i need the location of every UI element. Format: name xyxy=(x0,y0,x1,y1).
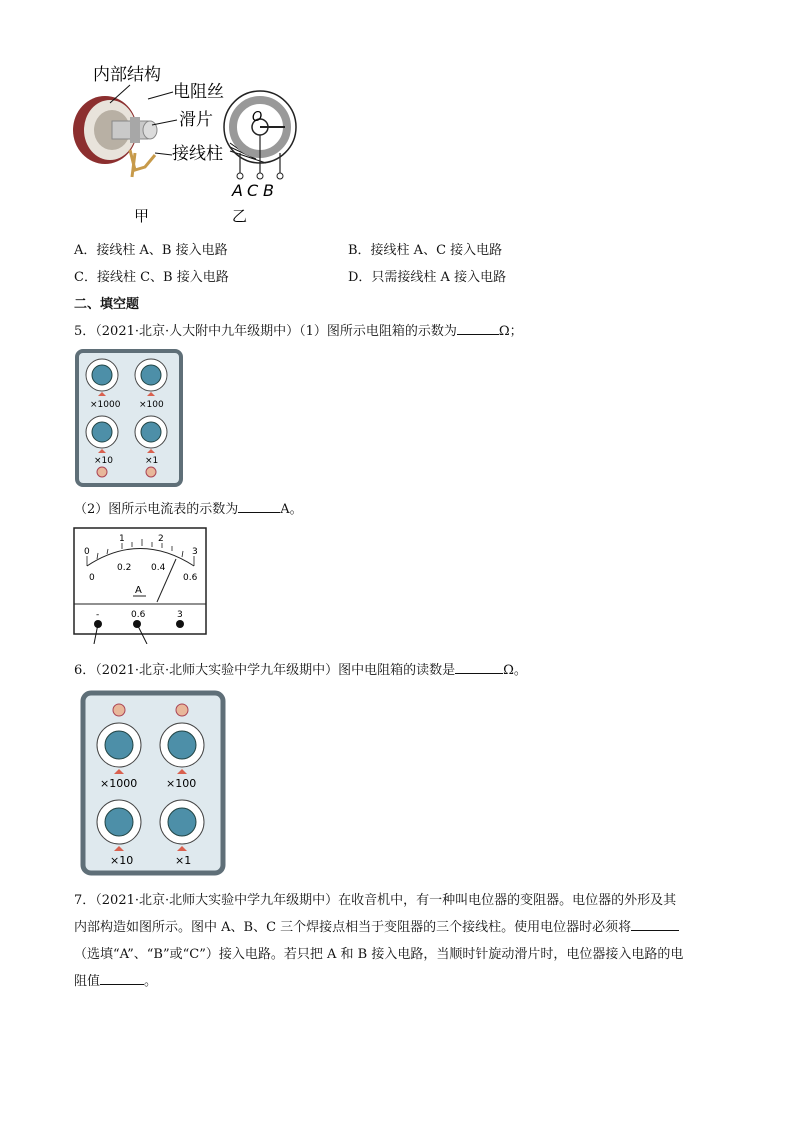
q5-line1-suffix: Ω； xyxy=(498,324,523,339)
terminal-06: 0.6 xyxy=(131,610,146,620)
mult-2-x1: ×1 xyxy=(175,854,192,867)
mult-2-x1000: ×1000 xyxy=(100,777,138,790)
bottom-scale-04: 0.4 xyxy=(151,563,166,573)
mult-1-x1000: ×1000 xyxy=(90,400,121,410)
potentiometer-figure xyxy=(60,55,320,230)
mult-2-x100: ×100 xyxy=(166,777,197,790)
ammeter xyxy=(72,526,212,648)
q5-line1 xyxy=(74,320,523,339)
q6-text: 6．（2021·北京·北师大实验中学九年级期中）图中电阻箱的读数是 xyxy=(74,663,456,678)
top-scale-2: 2 xyxy=(158,534,164,544)
q7-line1: 7．（2021·北京·北师大实验中学九年级期中）在收音机中，有一种叫电位器的变阻器。电位器的外形及其 xyxy=(74,893,677,908)
terminal-a-label: A xyxy=(232,181,243,200)
mult-2-x10: ×10 xyxy=(110,854,134,867)
caption-yi: 乙 xyxy=(232,207,248,225)
option-a: A．接线柱 A、B 接入电路 xyxy=(74,243,228,258)
label-internal-structure: 内部结构 xyxy=(93,65,161,85)
bottom-scale-0: 0 xyxy=(89,573,95,583)
bottom-scale-06: 0.6 xyxy=(183,573,198,583)
resistance-box-2 xyxy=(80,690,226,880)
terminal-3: 3 xyxy=(177,610,183,620)
terminal-neg: - xyxy=(96,610,100,620)
q6-suffix: Ω。 xyxy=(503,663,527,678)
bottom-scale-02: 0.2 xyxy=(117,563,132,573)
label-o: O xyxy=(252,110,263,125)
mult-1-x10: ×10 xyxy=(94,456,113,466)
q5-answer-blank-1[interactable] xyxy=(457,322,499,335)
q7-answer-blank-1[interactable] xyxy=(631,918,679,931)
potentiometer-photo xyxy=(73,96,157,177)
q7-line2 xyxy=(74,916,679,935)
caption-jia: 甲 xyxy=(134,207,150,225)
q5-line1-text: 5．（2021·北京·人大附中九年级期中）（1）图所示电阻箱的示数为 xyxy=(74,324,457,339)
q5-line2-text: （2）图所示电流表的示数为 xyxy=(74,502,239,517)
mult-1-x1: ×1 xyxy=(145,456,159,466)
q7-line3: （选填“A”、“B”或“C”）接入电路。若只把 A 和 B 接入电路，当顺时针旋动滑片时，电位器接入电路的电 xyxy=(74,947,684,962)
terminal-b-label: B xyxy=(263,181,274,200)
option-b: B．接线柱 A、C 接入电路 xyxy=(348,243,503,258)
q6-answer-blank[interactable] xyxy=(455,661,503,674)
q5-line2-suffix: A。 xyxy=(280,502,303,517)
resistance-box-2-svg xyxy=(80,690,226,876)
top-scale-3: 3 xyxy=(192,547,198,557)
mult-1-x100: ×100 xyxy=(139,400,164,410)
label-resistance-wire: 电阻丝 xyxy=(173,82,224,102)
resistance-box-1-svg xyxy=(75,349,183,487)
label-slider: 滑片 xyxy=(179,110,213,130)
potentiometer-illustration xyxy=(60,55,320,230)
resistance-box-1 xyxy=(75,349,183,491)
q6-line xyxy=(74,659,527,678)
top-scale-0: 0 xyxy=(84,547,90,557)
option-c: C．接线柱 C、B 接入电路 xyxy=(74,270,229,285)
section-title: 二、填空题 xyxy=(74,297,140,312)
q7-answer-blank-2[interactable] xyxy=(100,972,144,985)
label-terminals: 接线柱 xyxy=(172,144,223,164)
top-scale-1: 1 xyxy=(119,534,125,544)
ammeter-svg xyxy=(72,526,212,644)
q7-line4-text: 阻值 xyxy=(74,974,101,989)
q7-line2-text: 内部构造如图所示。图中 A、B、C 三个焊接点相当于变阻器的三个接线柱。使用电位器时必须将 xyxy=(74,920,632,935)
option-d: D．只需接线柱 A 接入电路 xyxy=(348,270,507,285)
q7-line4-suffix: 。 xyxy=(144,974,158,989)
q5-line2 xyxy=(74,498,303,517)
ammeter-unit: A xyxy=(135,585,142,596)
q7-line4 xyxy=(74,970,157,989)
q5-answer-blank-2[interactable] xyxy=(238,500,280,513)
potentiometer-schematic xyxy=(224,91,296,200)
terminal-c-label: C xyxy=(247,181,259,200)
